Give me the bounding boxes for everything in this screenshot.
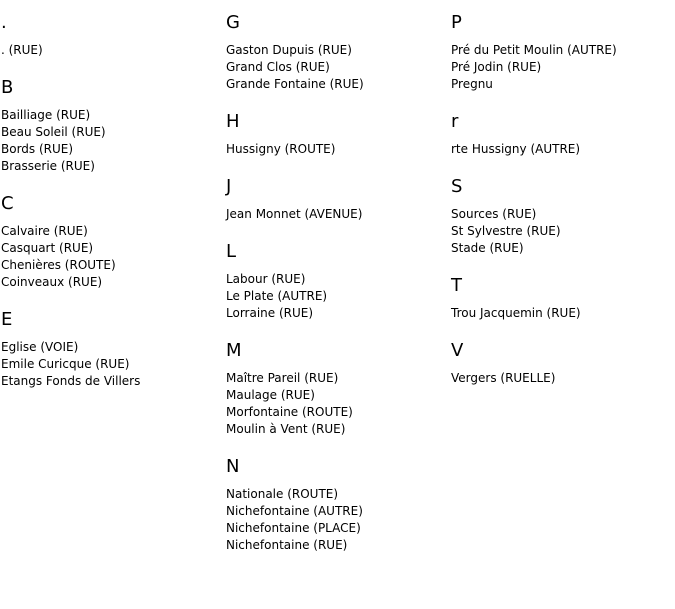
street-item[interactable]: Stade (RUE) [451,241,524,255]
street-item[interactable]: Moulin à Vent (RUE) [226,422,346,436]
street-item[interactable]: Chenières (ROUTE) [1,258,116,272]
letter-heading: L [226,241,237,262]
street-list [226,370,450,438]
street-list [1,107,225,175]
street-list [451,42,675,93]
letter-heading: V [451,340,464,361]
street-item[interactable]: Pré Jodin (RUE) [451,60,542,74]
letter-group-n [226,456,450,554]
letter-group-p [451,12,675,93]
street-item[interactable]: Maulage (RUE) [226,388,315,402]
street-list [451,141,675,158]
street-item[interactable]: rte Hussigny (AUTRE) [451,142,581,156]
index-column-3 [450,12,675,405]
street-item[interactable]: Grand Clos (RUE) [226,60,330,74]
letter-group-t [451,275,675,322]
letter-group-j [226,176,450,223]
letter-heading: J [226,176,232,197]
street-item[interactable]: Nationale (ROUTE) [226,487,339,501]
street-list [451,370,675,387]
letter-group-c [1,193,225,291]
street-item[interactable]: Bailliage (RUE) [1,108,91,122]
street-item[interactable]: Pré du Petit Moulin (AUTRE) [451,43,617,57]
letter-group-v [451,340,675,387]
street-item[interactable]: Nichefontaine (AUTRE) [226,504,363,518]
letter-heading: N [226,456,240,477]
letter-heading: r [451,111,459,132]
street-item[interactable]: Lorraine (RUE) [226,306,314,320]
letter-heading: E [1,309,13,330]
street-list [1,42,225,59]
street-item[interactable]: St Sylvestre (RUE) [451,224,561,238]
letter-group-dot [1,12,225,59]
letter-group-r [451,111,675,158]
street-item[interactable]: Etangs Fonds de Villers [1,374,141,388]
letter-group-l [226,241,450,322]
street-item[interactable]: Sources (RUE) [451,207,537,221]
street-item[interactable]: Casquart (RUE) [1,241,94,255]
street-item[interactable]: Nichefontaine (PLACE) [226,521,361,535]
street-item[interactable]: Morfontaine (ROUTE) [226,405,353,419]
street-list [226,141,450,158]
street-item[interactable]: Calvaire (RUE) [1,224,88,238]
street-item[interactable]: Bords (RUE) [1,142,74,156]
letter-group-s [451,176,675,257]
letter-heading: M [226,340,242,361]
street-list [226,271,450,322]
street-item[interactable]: Trou Jacquemin (RUE) [451,306,581,320]
street-item[interactable]: Hussigny (ROUTE) [226,142,336,156]
letter-heading: C [1,193,14,214]
street-item[interactable]: Le Plate (AUTRE) [226,289,328,303]
letter-group-m [226,340,450,438]
letter-heading: T [451,275,462,296]
index-column-2 [225,12,450,572]
street-item[interactable]: Emile Curicque (RUE) [1,357,130,371]
street-list [226,206,450,223]
street-item[interactable]: Vergers (RUELLE) [451,371,556,385]
letter-heading: G [226,12,240,33]
street-item[interactable]: Beau Soleil (RUE) [1,125,106,139]
letter-group-g [226,12,450,93]
letter-heading: P [451,12,462,33]
street-list [451,305,675,322]
street-list [1,223,225,291]
street-item[interactable]: Gaston Dupuis (RUE) [226,43,352,57]
street-list [226,486,450,554]
street-item[interactable]: Eglise (VOIE) [1,340,79,354]
letter-heading: H [226,111,240,132]
street-item[interactable]: Grande Fontaine (RUE) [226,77,364,91]
letter-group-b [1,77,225,175]
street-item[interactable]: . (RUE) [1,43,43,57]
street-item[interactable]: Nichefontaine (RUE) [226,538,348,552]
street-list [451,206,675,257]
index-column-1 [0,12,225,408]
letter-heading: S [451,176,463,197]
street-list [226,42,450,93]
letter-heading: . [1,12,7,33]
letter-group-e [1,309,225,390]
street-item[interactable]: Jean Monnet (AVENUE) [226,207,363,221]
street-list [1,339,225,390]
letter-heading: B [1,77,14,98]
street-item[interactable]: Pregnu [451,77,493,91]
street-item[interactable]: Brasserie (RUE) [1,159,95,173]
letter-group-h [226,111,450,158]
street-item[interactable]: Labour (RUE) [226,272,306,286]
street-item[interactable]: Maître Pareil (RUE) [226,371,339,385]
street-item[interactable]: Coinveaux (RUE) [1,275,103,289]
